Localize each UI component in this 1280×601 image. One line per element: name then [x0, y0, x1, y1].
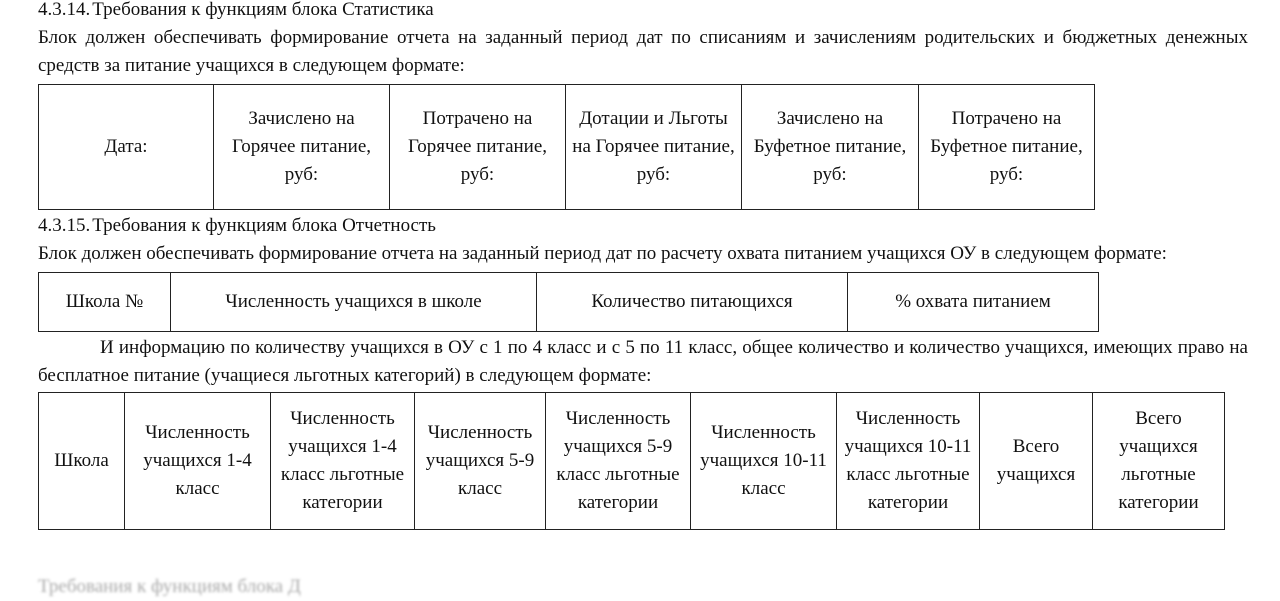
table-header-cell: Школа [39, 393, 125, 530]
table-header-cell: % охвата питанием [848, 273, 1099, 332]
reporting-coverage-table [38, 272, 1099, 332]
table-header-cell: Численность учащихся 1-4 класс льготные категории [271, 393, 415, 530]
table-header-cell: Численность учащихся 1-4 класс [125, 393, 271, 530]
section-heading-statistics [38, 0, 1248, 24]
section-number: 4.3.15. [38, 215, 91, 236]
document-page [38, 0, 1248, 530]
table-header-cell: Всего учащихся льготные категории [1093, 393, 1225, 530]
table-header-row [39, 273, 1099, 332]
table-header-cell: Численность учащихся 10-11 класс [691, 393, 837, 530]
cut-off-heading-text: Требования к функциям блока Д [38, 576, 301, 597]
table-header-cell: Потрачено на Горячее питание, руб: [390, 85, 566, 210]
table-header-cell: Количество питающихся [537, 273, 848, 332]
cut-off-next-heading [38, 572, 338, 597]
section-paragraph-student-counts: И информацию по количеству учащихся в ОУ с 1 по 4 класс и с 5 по 11 класс, общее количество и количество учащихся, имеющих право на бесплатное питание (учащиеся льготных категорий) в следующем формате: [38, 337, 1248, 386]
table-header-cell: Численность учащихся в школе [171, 273, 537, 332]
table-header-row [39, 393, 1225, 530]
table-header-cell: Зачислено на Горячее питание, руб: [214, 85, 390, 210]
section-paragraph-statistics: Блок должен обеспечивать формирование отчета на заданный период дат по списаниям и зачислениям родительских и бюджетных денежных средств за питание учащихся в следующем формате: [38, 27, 1248, 76]
table-header-cell: Численность учащихся 5-9 класс [415, 393, 546, 530]
section-heading-reporting [38, 212, 1248, 240]
section-paragraph-reporting: Блок должен обеспечивать формирование отчета на заданный период дат по расчету охвата питанием учащихся ОУ в следующем формате: [38, 243, 1167, 264]
statistics-table [38, 84, 1095, 210]
section-number: 4.3.14. [38, 0, 91, 20]
table-header-cell: Численность учащихся 5-9 класс льготные категории [546, 393, 691, 530]
table-header-cell: Численность учащихся 10-11 класс льготные категории [837, 393, 980, 530]
table-header-row [39, 85, 1095, 210]
table-header-cell: Всего учащихся [980, 393, 1093, 530]
table-header-cell: Потрачено на Буфетное питание, руб: [919, 85, 1095, 210]
table-header-cell: Дата: [39, 85, 214, 210]
student-counts-table [38, 392, 1225, 530]
table-header-cell: Дотации и Льготы на Горячее питание, руб: [566, 85, 742, 210]
table-header-cell: Зачислено на Буфетное питание, руб: [742, 85, 919, 210]
section-title: Требования к функциям блока Отчетность [92, 215, 436, 236]
section-title: Требования к функциям блока Статистика [92, 0, 434, 20]
table-header-cell: Школа № [39, 273, 171, 332]
